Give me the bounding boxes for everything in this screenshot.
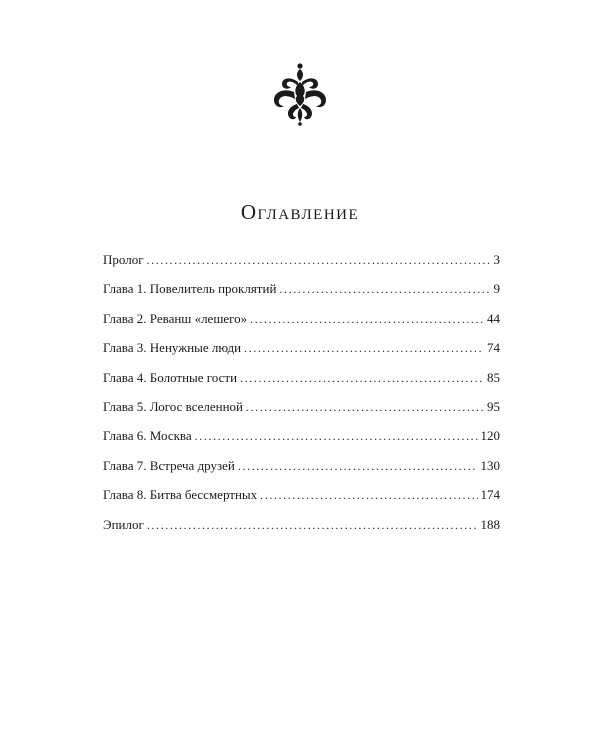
dot-leader: [246, 393, 484, 422]
dot-leader: [279, 275, 490, 304]
dot-leader: [244, 334, 484, 363]
toc-entry-label: Глава 1. Повелитель проклятий: [103, 281, 277, 297]
toc-title: Оглавление: [240, 200, 360, 224]
toc-entry-page: 120: [480, 428, 500, 444]
toc-entry-chapter-3[interactable]: [103, 333, 500, 362]
toc-entry-page: 74: [487, 340, 500, 356]
dot-leader: [260, 481, 477, 510]
toc-entry-label: Глава 2. Реванш «лешего»: [103, 310, 248, 326]
toc-entry-label: Пролог: [103, 252, 144, 267]
toc-entry-label: Глава 8. Битва бессмертных: [103, 487, 258, 503]
dot-leader: [147, 246, 491, 275]
dot-leader: [195, 422, 478, 451]
toc-entry-label: Эпилог: [103, 516, 144, 532]
toc-entry-label: Глава 7. Встреча друзей: [103, 457, 235, 473]
toc-entry-chapter-5[interactable]: [103, 392, 500, 421]
toc-entry-label: Глава 6. Москва: [103, 428, 192, 444]
toc-entry-chapter-4[interactable]: [103, 363, 500, 392]
toc-entry-page: 130: [480, 457, 500, 473]
toc-entry-page: 95: [487, 398, 500, 414]
floral-ornament-icon: [270, 62, 330, 126]
toc-entry-page: 44: [487, 310, 500, 326]
dot-leader: [240, 364, 484, 393]
toc-entry-page: 188: [480, 516, 500, 532]
toc-entry-chapter-6[interactable]: [103, 421, 500, 450]
toc-entry-epilogue[interactable]: [103, 510, 500, 539]
dot-leader: [147, 511, 478, 540]
table-of-contents: [103, 245, 500, 539]
toc-entry-label: Глава 4. Болотные гости: [103, 369, 238, 385]
toc-entry-page: 174: [480, 487, 500, 503]
toc-entry-chapter-2[interactable]: [103, 304, 500, 333]
toc-entry-page: 85: [487, 369, 500, 385]
toc-entry-chapter-8[interactable]: [103, 480, 500, 509]
dot-leader: [250, 305, 484, 334]
toc-entry-prologue[interactable]: [103, 245, 500, 274]
toc-entry-chapter-1[interactable]: [103, 274, 500, 303]
toc-entry-chapter-7[interactable]: [103, 451, 500, 480]
toc-entry-page: 3: [493, 252, 500, 267]
toc-entry-label: Глава 5. Логос вселенной: [103, 398, 244, 414]
toc-entry-page: 9: [493, 281, 500, 297]
toc-entry-label: Глава 3. Ненужные люди: [103, 340, 242, 356]
dot-leader: [238, 452, 478, 481]
